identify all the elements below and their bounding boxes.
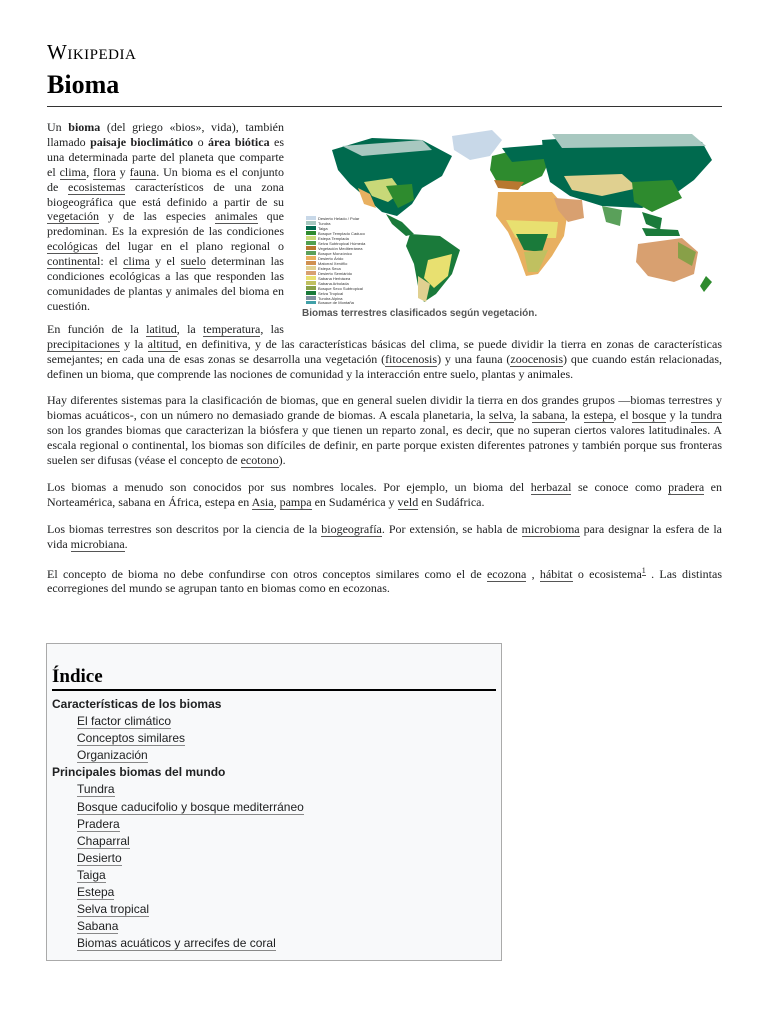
svg-text:Desierto Árido: Desierto Árido [318, 256, 344, 261]
wordmark-initial: W [47, 40, 68, 64]
toc-list [52, 696, 497, 952]
link-microbiana[interactable]: microbiana [70, 536, 125, 551]
toc-item[interactable]: Tundra [77, 782, 115, 797]
link-ecosistemas[interactable]: ecosistemas [68, 179, 126, 194]
biome-map-figure [302, 126, 722, 322]
svg-text:Bosque Templado Caduco: Bosque Templado Caduco [318, 231, 365, 236]
link-sabana[interactable]: sabana [532, 408, 565, 423]
toc-item[interactable]: Estepa [77, 885, 115, 900]
link-fitocenosis[interactable]: fitocenosis [385, 351, 438, 366]
svg-text:Bosque de Montaña: Bosque de Montaña [318, 300, 354, 304]
svg-text:Tundra Alpina: Tundra Alpina [318, 296, 343, 301]
link-zoocenosis[interactable]: zoocenosis [510, 351, 564, 366]
svg-text:Tundra: Tundra [318, 221, 331, 226]
svg-text:Desierto Semiárido: Desierto Semiárido [318, 271, 353, 276]
wikipedia-wordmark[interactable] [47, 40, 136, 65]
link-tundra[interactable]: tundra [691, 408, 722, 423]
link-ecozona[interactable]: ecozona [486, 566, 527, 581]
link-selva[interactable]: selva [488, 408, 514, 423]
link-temperatura[interactable]: temperatura [203, 321, 261, 336]
bold-term: bioma [68, 120, 101, 134]
svg-text:Matorral Xerófilo: Matorral Xerófilo [318, 261, 348, 266]
link-ecotono[interactable]: ecotono [240, 453, 279, 468]
link-clima[interactable]: clima [59, 164, 87, 179]
paragraph-classification: Hay diferentes sistemas para la clasificación de biomas, que en general suelen dividir la tierra en dos grandes grupos —biomas terrestres y biomas acuáticos-, con un número no demasiado grande de biomas. A escala planetaria, la selva, la sabana, la estepa, el bosque y la tundra son los grandes biomas que caracterizan la biósfera y que tienen un reparto zonal, es decir, que no superan ciertos valores latitudinales. A escala regional o continental, los biomas son difíciles de definir, en parte porque existen diferentes patrones y también porque sus fronteras suelen ser difusas (véase el concepto de ecotono). [47, 393, 722, 468]
svg-text:Sabana Arbolada: Sabana Arbolada [318, 281, 349, 286]
toc-item[interactable]: Taiga [77, 867, 106, 882]
paragraph-concepts: El concepto de bioma no debe confundirse con otros conceptos similares como el de ecozona , hábitat o ecosistema$^1$ . Las distintas ecorregiones del mundo se agrupan tanto en biomas como en ecozonas. [47, 565, 722, 596]
biome-world-map[interactable] [302, 126, 722, 304]
link-pradera[interactable]: pradera [668, 479, 705, 494]
toc-item[interactable]: Desierto [77, 850, 122, 865]
toc-item[interactable]: Características de los biomas [52, 697, 222, 711]
title-divider [47, 106, 722, 107]
link-animales[interactable]: animales [214, 209, 258, 224]
link-pampa[interactable]: pampa [279, 494, 312, 509]
paragraph-local-names: Los biomas a menudo son conocidos por sus nombres locales. Por ejemplo, un bioma del herbazal se conoce como pradera en Norteamérica, sabana en África, estepa en Asia, pampa en Sudamérica y veld en Sudáfrica. [47, 479, 723, 509]
paragraph-biogeography: Los biomas terrestres son descritos por la ciencia de la biogeografía. Por extensión, se habla de microbioma para designar la esfera de la vida microbiana. [47, 521, 722, 551]
link-altitud[interactable]: altitud [147, 336, 179, 351]
toc-item[interactable]: Sabana [77, 919, 119, 934]
svg-text:Bosque Monzónico: Bosque Monzónico [318, 251, 353, 256]
link-estepa[interactable]: estepa [583, 408, 614, 423]
article-body [47, 120, 722, 608]
link-asia[interactable]: Asia [251, 494, 274, 509]
toc-item[interactable]: Bosque caducifolio y bosque mediterráneo [77, 799, 304, 814]
link-veld[interactable]: veld [397, 494, 419, 509]
link-habitat[interactable]: hábitat [539, 566, 573, 581]
link-herbazal[interactable]: herbazal [530, 479, 572, 494]
svg-text:Taiga: Taiga [318, 226, 328, 231]
link-fauna[interactable]: fauna [129, 164, 157, 179]
link-vegetacion[interactable]: vegetación [47, 209, 99, 224]
link-bosque[interactable]: bosque [632, 408, 667, 423]
reference-link[interactable]: 1 [641, 565, 646, 575]
figure-caption: Biomas terrestres clasificados según vegetación. [302, 308, 538, 319]
svg-text:Estepa Templada: Estepa Templada [318, 236, 349, 241]
wordmark-rest: ikipedia [67, 40, 137, 64]
svg-text:Sabana Herbácea: Sabana Herbácea [318, 276, 351, 281]
svg-text:Vegetación Mediterránea: Vegetación Mediterránea [318, 246, 363, 251]
toc-item[interactable]: Conceptos similares [77, 731, 186, 746]
toc-item[interactable]: Pradera [77, 816, 120, 831]
page-title: Bioma [47, 70, 120, 99]
toc-divider [52, 689, 496, 691]
svg-text:Desierto Helado / Polar: Desierto Helado / Polar [318, 216, 360, 221]
toc-item[interactable]: Biomas acuáticos y arrecifes de coral [77, 936, 276, 951]
toc-item[interactable]: Organización [77, 748, 148, 763]
link-biogeografia[interactable]: biogeografía [321, 521, 382, 536]
toc-title: Índice [52, 666, 103, 687]
toc-item[interactable]: El factor climático [77, 714, 172, 729]
bold-term: área biótica [208, 134, 270, 149]
link-flora[interactable]: flora [93, 164, 116, 179]
link-microbioma[interactable]: microbioma [521, 521, 580, 536]
link-clima-2[interactable]: clima [123, 254, 150, 269]
svg-text:Estepa Seca: Estepa Seca [318, 266, 341, 271]
link-latitud[interactable]: latitud [146, 321, 177, 336]
paragraph-intro: Un bioma (del griego «bios», vida), también llamado paisaje bioclimático o área biótica es una determinada parte del planeta que comparte el clima, flora y fauna. Un bioma es el conjunto de ecosistemas característicos de una zona biogeográfica que está definido a partir de su vegetación y de las especies animales que predominan. Es la expresión de las condiciones ecológicas del lugar en el plano regional o continental: el clima y el suelo determinan las condiciones ecológicas a las que responden las comunidades de plantas y animales del bioma en cuestión. [47, 120, 285, 313]
toc-item[interactable]: Selva tropical [77, 902, 150, 917]
svg-text:Selva Subtropical Húmeda: Selva Subtropical Húmeda [318, 241, 366, 246]
link-continental[interactable]: continental [47, 254, 101, 269]
link-suelo[interactable]: suelo [180, 254, 206, 269]
toc-item[interactable]: Chaparral [77, 833, 130, 848]
link-ecologicas[interactable]: ecológicas [47, 239, 98, 254]
svg-text:Selva Tropical: Selva Tropical [318, 291, 344, 296]
bold-term: paisaje bioclimático [90, 134, 194, 149]
svg-text:Bosque Seco Subtropical: Bosque Seco Subtropical [318, 286, 363, 291]
toc-item[interactable]: Principales biomas del mundo [52, 765, 226, 780]
paragraph-factors: En función de la latitud, la temperatura, las precipitaciones y la altitud, en definitiva, y de las características básicas del clima, se puede dividir la tierra en zonas de características semejantes; en cada una de esas zonas se desarrolla una vegetación (fitocenosis) y una fauna (zoocenosis) que cuando están relacionadas, definen un bioma, que comprende las nociones de comunidad y la interacción entre suelo, plantas y animales. [47, 321, 722, 381]
table-of-contents [46, 643, 502, 961]
link-precipitaciones[interactable]: precipitaciones [47, 336, 120, 351]
